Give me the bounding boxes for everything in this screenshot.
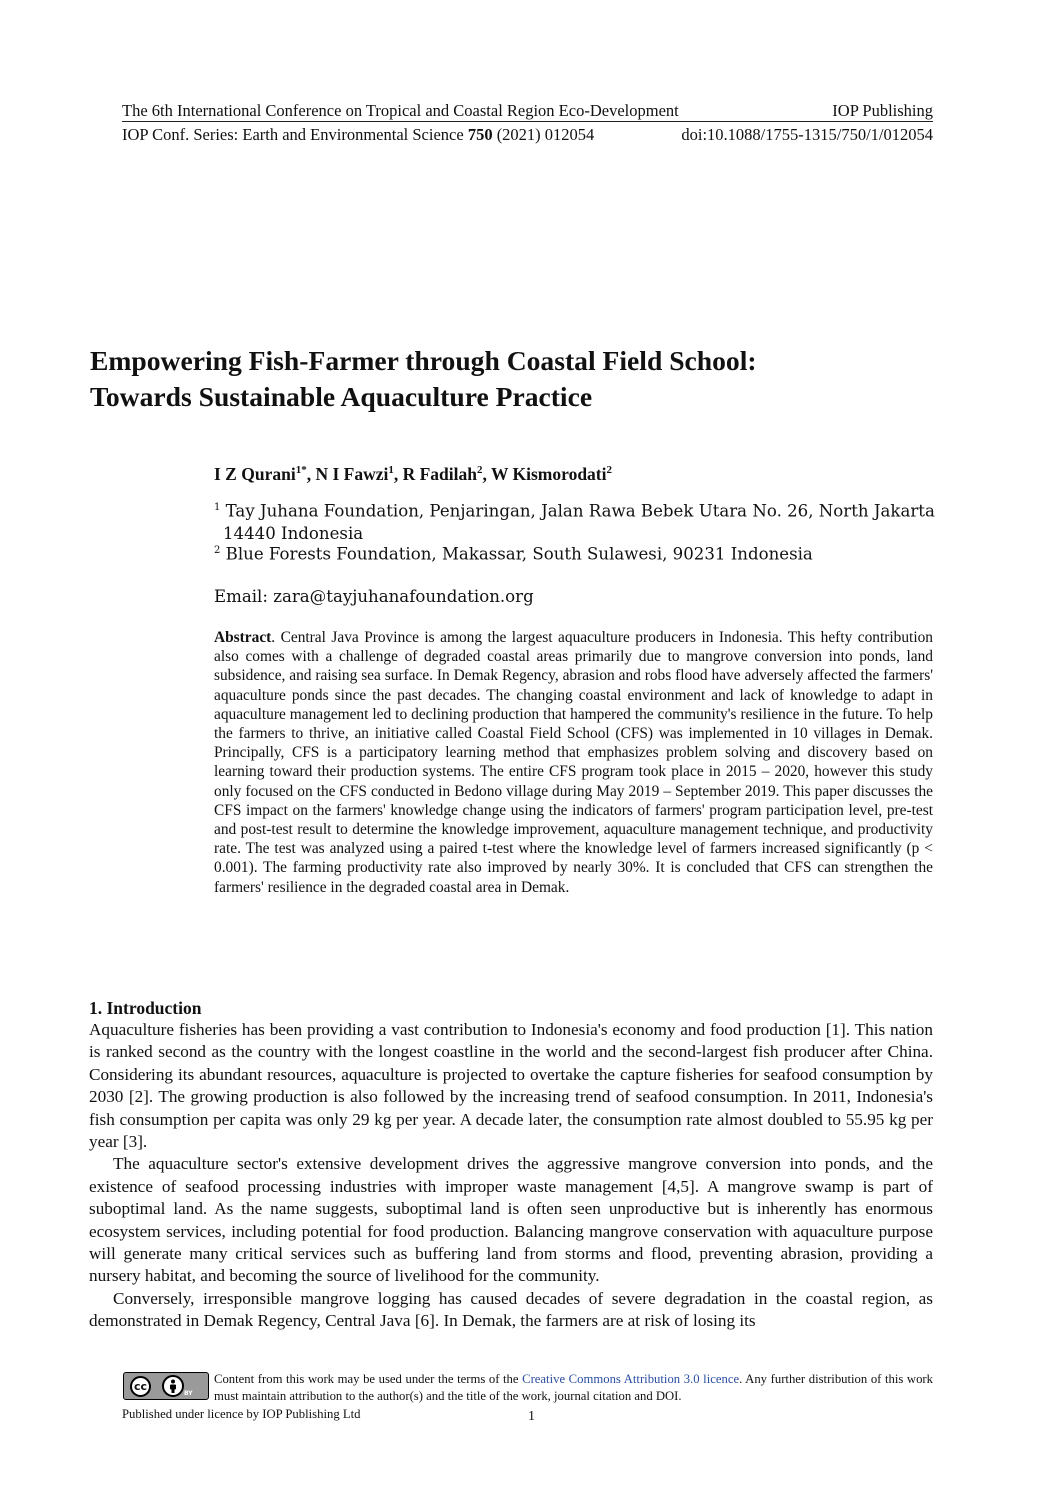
abstract-text: . Central Java Province is among the largest aquaculture producers in Indonesia. This hefty contribution also comes with a challenge of degraded coastal areas primarily due to mangrove conversion into ponds, land subsidence, and raising sea surface. In Demak Regency, abrasion and robs flood have adversely affected the farmers' aquaculture ponds since the past decades. The changing coastal environment and lack of knowledge to adapt in aquaculture management led to declining production that hampered the community's resilience in the future. To help the farmers to thrive, an initiative called Coastal Field School (CFS) was implemented in 10 villages in Demak. Principally, CFS is a participatory learning method that emphasizes problem solving and discovery based on learning toward their production systems. The entire CFS program took place in 2015 – 2020, however this study only focused on the CFS conducted in Bedono village during May 2019 – September 2019. This paper discusses the CFS impact on the farmers' knowledge change using the indicators of farmers' program participation level, pre-test and post-test result to determine the knowledge improvement, aquaculture management technique, and productivity rate. The test was analyzed using a paired t-test where the knowledge level of farmers increased significantly (p < 0.001). The farming productivity rate also improved by nearly 30%. It is concluded that CFS can strengthen the farmers' resilience in the degraded coastal area in Demak. [214, 629, 933, 896]
title-line-2: Towards Sustainable Aquaculture Practice [90, 381, 593, 412]
contact-email[interactable]: Email: zara@tayjuhanafoundation.org [214, 587, 534, 606]
affiliation-2-text: Blue Forests Foundation, Makassar, South Sulawesi, 90231 Indonesia [220, 544, 813, 564]
publisher-name: IOP Publishing [832, 101, 933, 120]
author-1-sup: 1* [295, 464, 307, 477]
abstract-label: Abstract [214, 629, 272, 646]
author-1: I Z Qurani [214, 464, 296, 484]
running-header-top [122, 101, 933, 121]
title-line-1: Empowering Fish-Farmer through Coastal Field School: [90, 345, 757, 376]
volume-number: 750 [467, 125, 493, 144]
paragraph-3: Conversely, irresponsible mangrove logging has caused decades of severe degradation in the coastal region, as demonstrated in Demak Regency, Central Java [6]. In Demak, the farmers are at risk of losing its [89, 1288, 933, 1331]
section-heading-introduction: 1. Introduction [89, 998, 202, 1018]
author-3: , R Fadilah [393, 464, 478, 484]
affiliation-2-sup: 2 [214, 545, 221, 556]
cc-by-badge[interactable] [123, 1372, 209, 1400]
affiliation-1 [214, 497, 935, 545]
affiliation-1-line-1: Tay Juhana Foundation, Penjaringan, Jalan Rawa Bebek Utara No. 26, North Jakarta [220, 501, 935, 521]
year-article: (2021) 012054 [496, 125, 595, 144]
cc-by-label: BY [184, 1390, 193, 1397]
author-2: , N I Fawzi [306, 464, 389, 484]
cc-icon: cc [130, 1376, 151, 1397]
doi[interactable]: doi:10.1088/1755-1315/750/1/012054 [681, 125, 933, 144]
license-link[interactable]: Creative Commons Attribution 3.0 licence [522, 1372, 740, 1386]
paragraph-2: The aquaculture sector's extensive development drives the aggressive mangrove conversion into ponds, and the existence of seafood processing industries with improper waste management [4,5]. A mangrove swamp is part of suboptimal land. As the name suggests, suboptimal land is often seen unproductive but is inherently has enormous ecosystem services, including potential for food production. Balancing mangrove conservation with aquaculture purpose will generate many critical services such as buffering land from storms and flood, preventing abrasion, providing a nursery habitat, and becoming the source of livelihood for the community. [89, 1154, 933, 1286]
license-text-pre: Content from this work may be used under the terms of the [214, 1372, 523, 1386]
header-rule [122, 121, 933, 122]
license-text-post: . Any further distribution of this work must maintain attribution to the author(s) and the title of the work, journal citation and DOI. [214, 1372, 934, 1403]
author-4: , W Kismorodati [482, 464, 607, 484]
series-citation [122, 125, 594, 145]
affiliation-1-line-2: 14440 Indonesia [223, 523, 364, 543]
affiliation-1-sup: 1 [214, 502, 221, 513]
license-notice [214, 1371, 933, 1404]
running-header-bottom [122, 125, 933, 145]
person-icon [167, 1379, 179, 1393]
page-number: 1 [528, 1409, 535, 1424]
published-under-licence: Published under licence by IOP Publishing Ltd [122, 1407, 361, 1421]
paragraph-1: Aquaculture fisheries has been providing a vast contribution to Indonesia's economy and food production [1]. This nation is ranked second as the country with the longest coastline in the world and the second-largest fish producer after China. Considering its abundant resources, aquaculture is projected to overtake the capture fisheries for seafood consumption by 2030 [2]. The growing production is also followed by the increasing trend of seafood consumption. In 2011, Indonesia's fish consumption per capita was only 29 kg per year. A decade later, the consumption rate almost doubled to 55.95 kg per year [3]. [89, 1020, 933, 1152]
author-list [214, 464, 612, 485]
author-2-sup: 1 [388, 464, 394, 477]
introduction-body [89, 1019, 933, 1333]
conference-name: The 6th International Conference on Tropical and Coastal Region Eco-Development [122, 101, 679, 120]
affiliation-2 [214, 540, 813, 566]
abstract [214, 628, 933, 897]
author-4-sup: 2 [606, 464, 612, 477]
paper-title [90, 343, 950, 415]
attribution-person-icon [162, 1375, 184, 1397]
series-name: IOP Conf. Series: Earth and Environmental Science [122, 125, 464, 144]
author-3-sup: 2 [477, 464, 483, 477]
